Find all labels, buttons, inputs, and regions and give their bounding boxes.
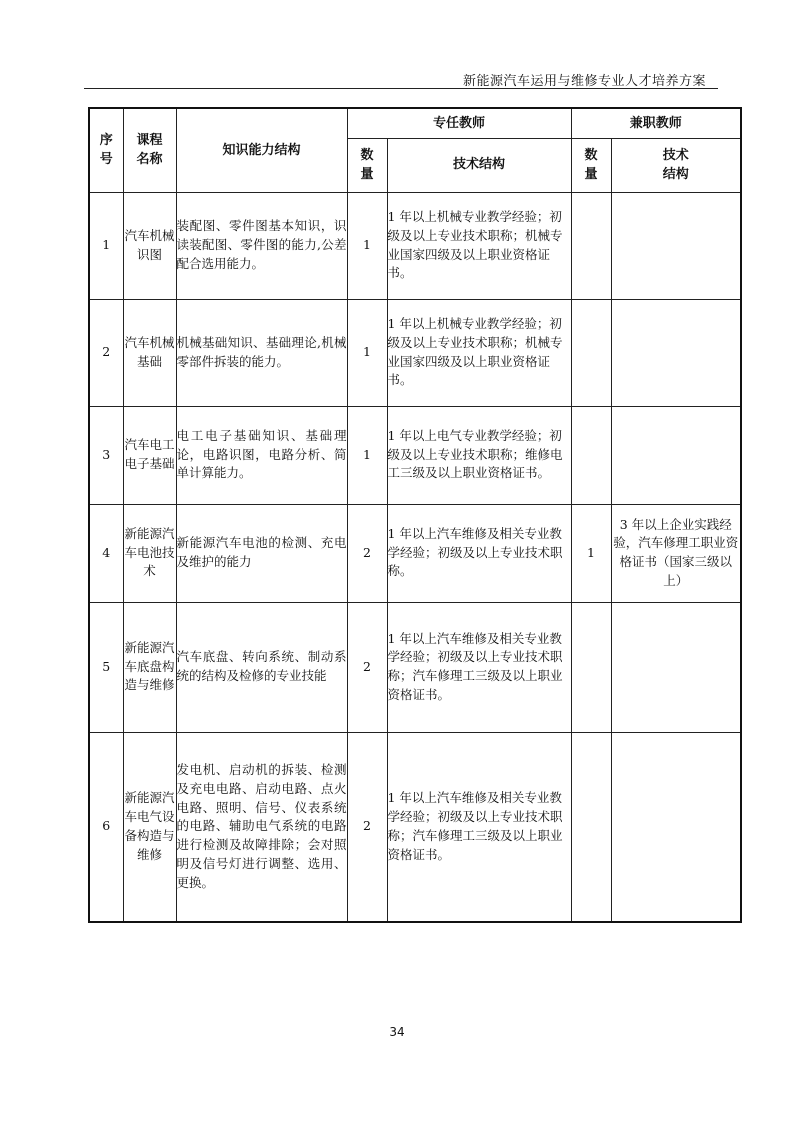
- row-knowledge: 新能源汽车电池的检测、充电及维护的能力: [176, 504, 347, 602]
- column-header-parttime-tech: 技术 结构: [611, 138, 741, 192]
- row-parttime-qty: [571, 732, 611, 922]
- row-seq: 2: [89, 299, 123, 406]
- row-knowledge: 发电机、启动机的拆装、检测及充电电路、启动电路、点火电路、照明、信号、仪表系统的电路、辅助电气系统的电路进行检测及故障排除；会对照明及信号灯进行调整、选用、更换。: [176, 732, 347, 922]
- row-fulltime-qty: 1: [347, 192, 387, 299]
- row-fulltime-qty: 2: [347, 504, 387, 602]
- row-knowledge: 汽车底盘、转向系统、制动系统的结构及检修的专业技能: [176, 602, 347, 732]
- header-divider: [84, 88, 718, 89]
- row-course-name: 汽车电工电子基础: [123, 406, 176, 504]
- column-header-seq: 序 号: [89, 108, 123, 192]
- row-fulltime-tech: 1 年以上汽车维修及相关专业教学经验；初级及以上专业技术职称。: [387, 504, 571, 602]
- row-fulltime-qty: 1: [347, 299, 387, 406]
- table-row: [89, 192, 741, 299]
- row-course-name: 新能源汽车电池技术: [123, 504, 176, 602]
- column-header-fulltime-qty: 数 量: [347, 138, 387, 192]
- row-knowledge: 机械基础知识、基础理论,机械零部件拆装的能力。: [176, 299, 347, 406]
- row-seq: 4: [89, 504, 123, 602]
- row-parttime-tech: [611, 299, 741, 406]
- row-fulltime-tech: 1 年以上机械专业教学经验；初级及以上专业技术职称；机械专业国家四级及以上职业资格证书。: [387, 192, 571, 299]
- column-header-parttime-qty: 数 量: [571, 138, 611, 192]
- row-seq: 1: [89, 192, 123, 299]
- row-knowledge: 电工电子基础知识、基础理论，电路识图，电路分析、简单计算能力。: [176, 406, 347, 504]
- row-fulltime-qty: 2: [347, 602, 387, 732]
- row-parttime-tech: [611, 406, 741, 504]
- column-header-course-name: 课程 名称: [123, 108, 176, 192]
- row-course-name: 新能源汽车底盘构造与维修: [123, 602, 176, 732]
- row-parttime-qty: [571, 406, 611, 504]
- row-fulltime-tech: 1 年以上电气专业教学经验；初级及以上专业技术职称；维修电工三级及以上职业资格证书。: [387, 406, 571, 504]
- row-parttime-qty: 1: [571, 504, 611, 602]
- group-header-parttime-teachers: 兼职教师: [571, 108, 741, 138]
- row-knowledge: 装配图、零件图基本知识，识读装配图、零件图的能力,公差配合选用能力。: [176, 192, 347, 299]
- teacher-requirements-table: [88, 107, 742, 923]
- table-row: [89, 602, 741, 732]
- document-header-title: 新能源汽车运用与维修专业人才培养方案: [462, 74, 706, 89]
- table-row: [89, 406, 741, 504]
- row-parttime-qty: [571, 602, 611, 732]
- column-header-fulltime-tech: 技术结构: [387, 138, 571, 192]
- table-row: [89, 504, 741, 602]
- row-fulltime-tech: 1 年以上汽车维修及相关专业教学经验；初级及以上专业技术职称；汽车修理工三级及以上职业资格证书。: [387, 732, 571, 922]
- row-fulltime-tech: 1 年以上机械专业教学经验；初级及以上专业技术职称；机械专业国家四级及以上职业资格证书。: [387, 299, 571, 406]
- row-parttime-tech: [611, 732, 741, 922]
- row-fulltime-qty: 1: [347, 406, 387, 504]
- table-row: [89, 299, 741, 406]
- column-header-knowledge: 知识能力结构: [176, 108, 347, 192]
- row-course-name: 新能源汽车电气设备构造与维修: [123, 732, 176, 922]
- row-seq: 5: [89, 602, 123, 732]
- row-parttime-tech: [611, 602, 741, 732]
- row-seq: 3: [89, 406, 123, 504]
- row-course-name: 汽车机械识图: [123, 192, 176, 299]
- row-seq: 6: [89, 732, 123, 922]
- page-number: 34: [389, 1025, 405, 1039]
- table-row: [89, 732, 741, 922]
- row-parttime-qty: [571, 192, 611, 299]
- group-header-fulltime-teachers: 专任教师: [347, 108, 571, 138]
- row-fulltime-tech: 1 年以上汽车维修及相关专业教学经验；初级及以上专业技术职称；汽车修理工三级及以上职业资格证书。: [387, 602, 571, 732]
- row-parttime-tech: [611, 192, 741, 299]
- row-parttime-tech: 3 年以上企业实践经验，汽车修理工职业资格证书（国家三级以上）: [611, 504, 741, 602]
- row-course-name: 汽车机械基础: [123, 299, 176, 406]
- row-fulltime-qty: 2: [347, 732, 387, 922]
- row-parttime-qty: [571, 299, 611, 406]
